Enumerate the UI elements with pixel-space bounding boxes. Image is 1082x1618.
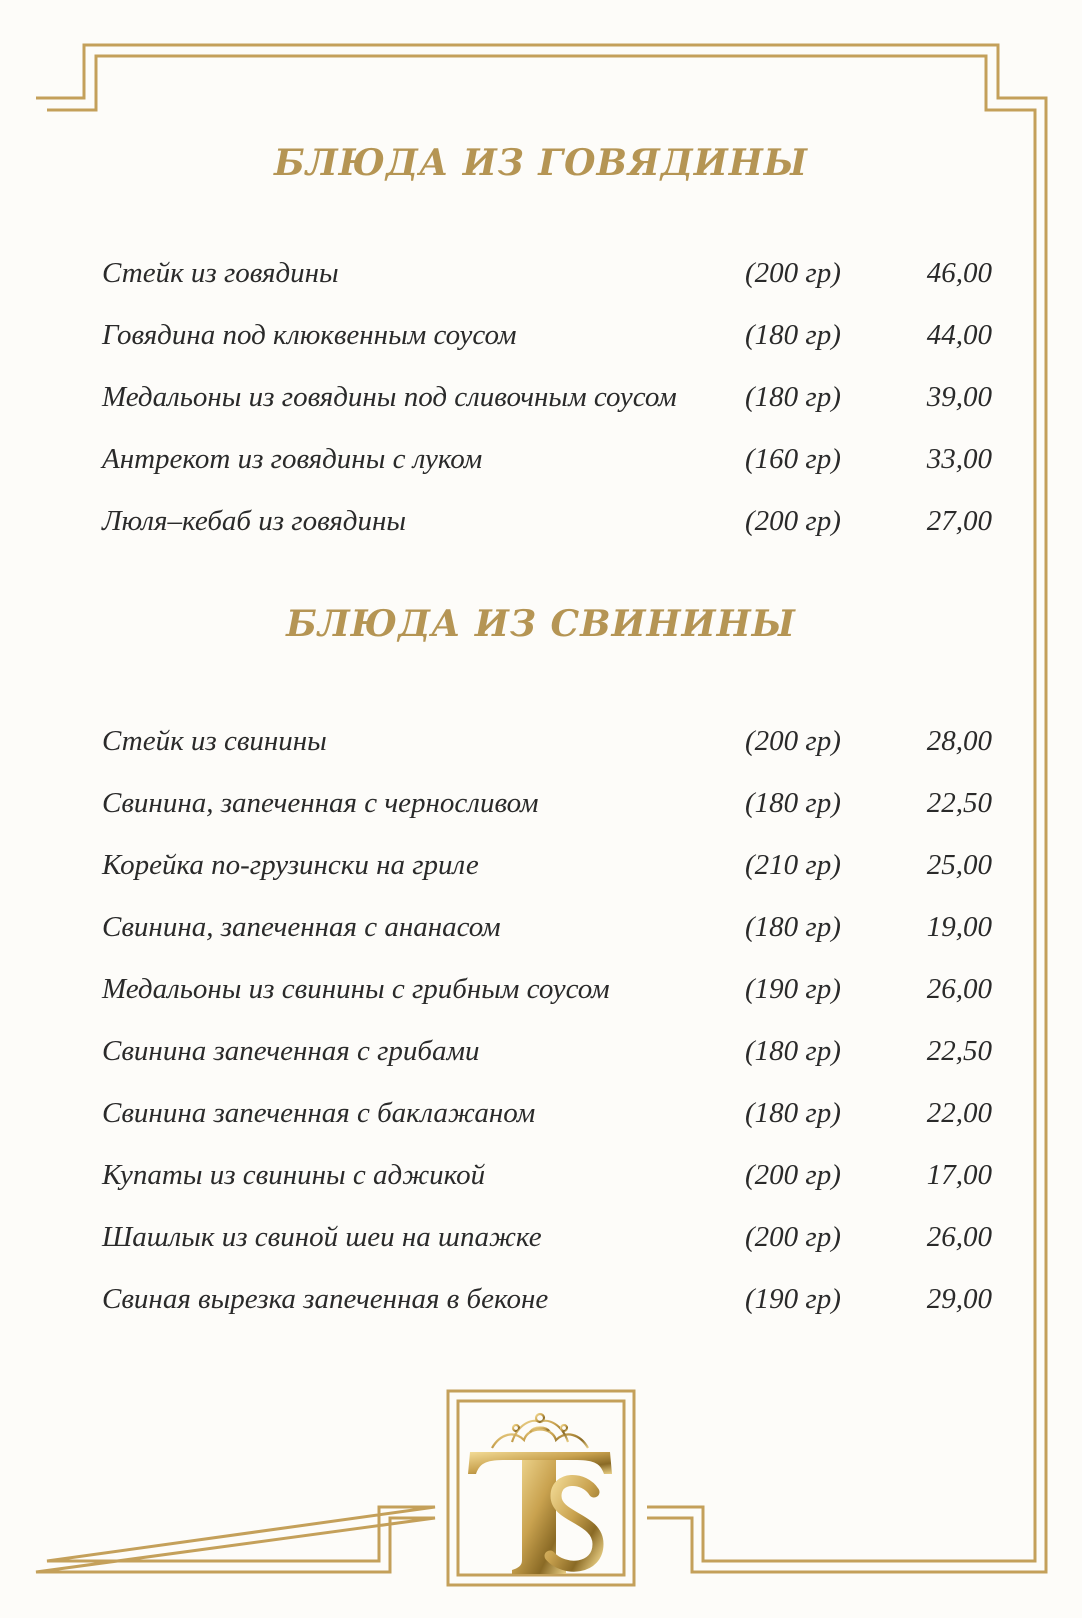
item-weight: (180 гр) — [745, 319, 841, 351]
menu-list-pork — [0, 710, 1082, 1330]
item-price: 19,00 — [926, 911, 992, 943]
item-price: 17,00 — [926, 1159, 992, 1191]
section-title-pork: БЛЮДА ИЗ СВИНИНЫ — [286, 603, 796, 645]
item-weight: (180 гр) — [745, 1035, 841, 1067]
menu-item — [0, 304, 1082, 366]
item-name: Медальоны из говядины под сливочным соусом — [102, 381, 677, 413]
item-weight: (200 гр) — [745, 257, 841, 289]
menu-item — [0, 242, 1082, 304]
restaurant-logo — [452, 1396, 628, 1582]
item-name: Люля–кебаб из говядины — [102, 505, 407, 537]
item-name: Купаты из свинины с аджикой — [102, 1159, 486, 1191]
menu-item — [0, 1206, 1082, 1268]
item-weight: (200 гр) — [745, 505, 841, 537]
menu-item — [0, 1144, 1082, 1206]
menu-item — [0, 1082, 1082, 1144]
menu-item — [0, 490, 1082, 552]
item-price: 26,00 — [926, 1221, 992, 1253]
item-weight: (200 гр) — [745, 1159, 841, 1191]
item-name: Свиная вырезка запеченная в беконе — [102, 1283, 549, 1315]
menu-list-beef — [0, 242, 1082, 552]
menu-item — [0, 896, 1082, 958]
item-price: 26,00 — [926, 973, 992, 1005]
item-name: Стейк из говядины — [102, 257, 339, 289]
menu-item — [0, 366, 1082, 428]
menu-item — [0, 834, 1082, 896]
item-name: Медальоны из свинины с грибным соусом — [102, 973, 610, 1005]
crown-icon — [492, 1414, 588, 1448]
item-price: 25,00 — [926, 849, 992, 881]
item-name: Свинина, запеченная с ананасом — [102, 911, 501, 943]
item-weight: (160 гр) — [745, 443, 841, 475]
section-title-beef: БЛЮДА ИЗ ГОВЯДИНЫ — [274, 142, 808, 184]
item-price: 27,00 — [926, 505, 992, 537]
item-weight: (180 гр) — [745, 381, 841, 413]
item-weight: (210 гр) — [745, 849, 841, 881]
item-price: 39,00 — [926, 381, 992, 413]
item-price: 46,00 — [926, 257, 992, 289]
menu-item — [0, 1268, 1082, 1330]
menu-item — [0, 428, 1082, 490]
menu-item — [0, 958, 1082, 1020]
item-name: Свинина запеченная с баклажаном — [102, 1097, 536, 1129]
item-weight: (190 гр) — [745, 1283, 841, 1315]
item-price: 22,00 — [926, 1097, 992, 1129]
menu-item — [0, 772, 1082, 834]
item-weight: (180 гр) — [745, 911, 841, 943]
menu-item — [0, 1020, 1082, 1082]
item-price: 22,50 — [926, 787, 992, 819]
item-name: Свинина, запеченная с черносливом — [102, 787, 539, 819]
menu-item — [0, 710, 1082, 772]
item-price: 33,00 — [926, 443, 992, 475]
item-name: Шашлык из свиной шеи на шпажке — [102, 1221, 542, 1253]
item-weight: (190 гр) — [745, 973, 841, 1005]
item-name: Стейк из свинины — [102, 725, 327, 757]
item-weight: (200 гр) — [745, 1221, 841, 1253]
item-price: 22,50 — [926, 1035, 992, 1067]
item-name: Корейка по-грузински на гриле — [102, 849, 479, 881]
item-price: 28,00 — [926, 725, 992, 757]
item-price: 44,00 — [926, 319, 992, 351]
item-name: Говядина под клюквенным соусом — [102, 319, 517, 351]
item-name: Свинина запеченная с грибами — [102, 1035, 480, 1067]
item-weight: (200 гр) — [745, 725, 841, 757]
item-weight: (180 гр) — [745, 787, 841, 819]
item-price: 29,00 — [926, 1283, 992, 1315]
item-weight: (180 гр) — [745, 1097, 841, 1129]
item-name: Антрекот из говядины с луком — [102, 443, 483, 475]
